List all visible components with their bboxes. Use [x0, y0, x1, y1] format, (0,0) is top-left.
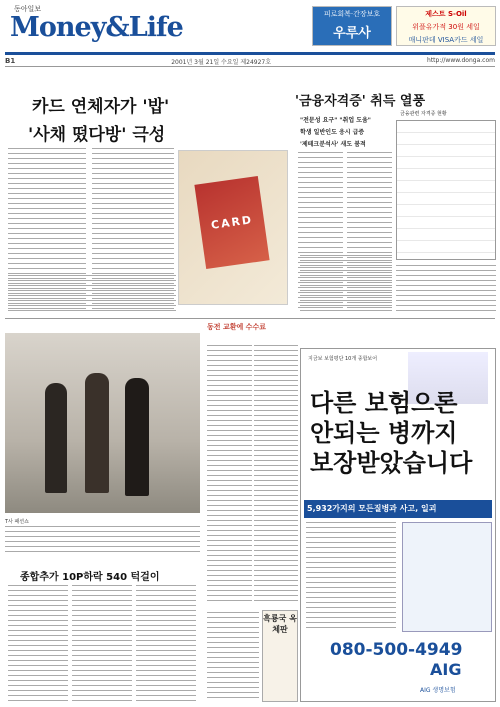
main-headline-2: '사채 떴다방' 극성: [28, 125, 166, 145]
article-text: [8, 275, 176, 315]
page-info: [5, 57, 495, 66]
photo-caption: T사 패션쇼: [5, 519, 29, 525]
masthead-ad-right[interactable]: [396, 6, 496, 46]
masthead: [0, 0, 500, 50]
ad-line: 우루사: [333, 26, 371, 41]
right-headline: '금융자격증' 취득 열풍: [295, 94, 426, 109]
right-subhead: '제테크분석사' 새도 붐적: [300, 141, 366, 148]
article-text: [72, 585, 132, 703]
table-title: 금융관련 자격증 현황: [400, 111, 447, 117]
newspaper-name: 동아일보: [14, 5, 42, 13]
aig-phone-number[interactable]: 080-500-4949: [330, 640, 463, 660]
article-text: [207, 612, 259, 702]
main-headline-1: 카드 연체자가 '밥': [32, 97, 170, 117]
site-url: http://www.donga.com: [427, 57, 495, 64]
middle-headline: 동전 교환에 수수료: [207, 323, 266, 331]
cert-table: [396, 120, 496, 260]
article-text: [254, 345, 298, 605]
caption-text: [5, 526, 200, 556]
fashion-photo: [5, 333, 200, 513]
card-image: CARD: [194, 176, 269, 269]
market-headline: 종합추가 10P하락 540 턱걸이: [20, 572, 160, 583]
masthead-ad-left[interactable]: [312, 6, 392, 46]
issue-date: 2001년 3월 21일 수요일 제24927호: [171, 59, 272, 66]
aig-price-table: [402, 522, 492, 632]
ad-line: 위플유가적 30원 세일: [412, 23, 480, 31]
article-text: [207, 345, 252, 605]
article-text: [136, 585, 196, 703]
page-number: B1: [5, 57, 16, 65]
ad-line: 제스트 S-Oil: [425, 10, 467, 18]
masthead-rule: [5, 52, 495, 55]
section-brand: Money&Life: [10, 12, 183, 43]
right-subhead: "전문성 요구" "취업 도움": [300, 117, 371, 124]
ad-line: 매니판데 VISA카드 세일: [408, 36, 484, 44]
aig-blue-bar: 5,932가지의 모든질병과 사고, 일괴: [304, 500, 492, 518]
divider: [5, 66, 495, 67]
aig-headline: 다른 보험으론 안되는 병까지 보장받았습니다: [310, 389, 473, 477]
ad-line: 피로회복·간장보호: [323, 10, 381, 18]
article-text: [300, 255, 392, 312]
aig-logo: AIG: [430, 660, 462, 679]
aig-logo-sub: AIG 생명보험: [420, 687, 456, 694]
aig-benefits-list: [306, 522, 396, 632]
article-text: [396, 265, 496, 312]
article-text: [8, 585, 68, 703]
small-ad-title: 흑룡국 옥체판: [263, 614, 297, 634]
divider: [5, 318, 495, 319]
right-subhead: 학생 일반인도 응시 급증: [300, 129, 365, 136]
aig-top-text: 지금보 보험평단 10개 종합보어: [308, 356, 378, 362]
